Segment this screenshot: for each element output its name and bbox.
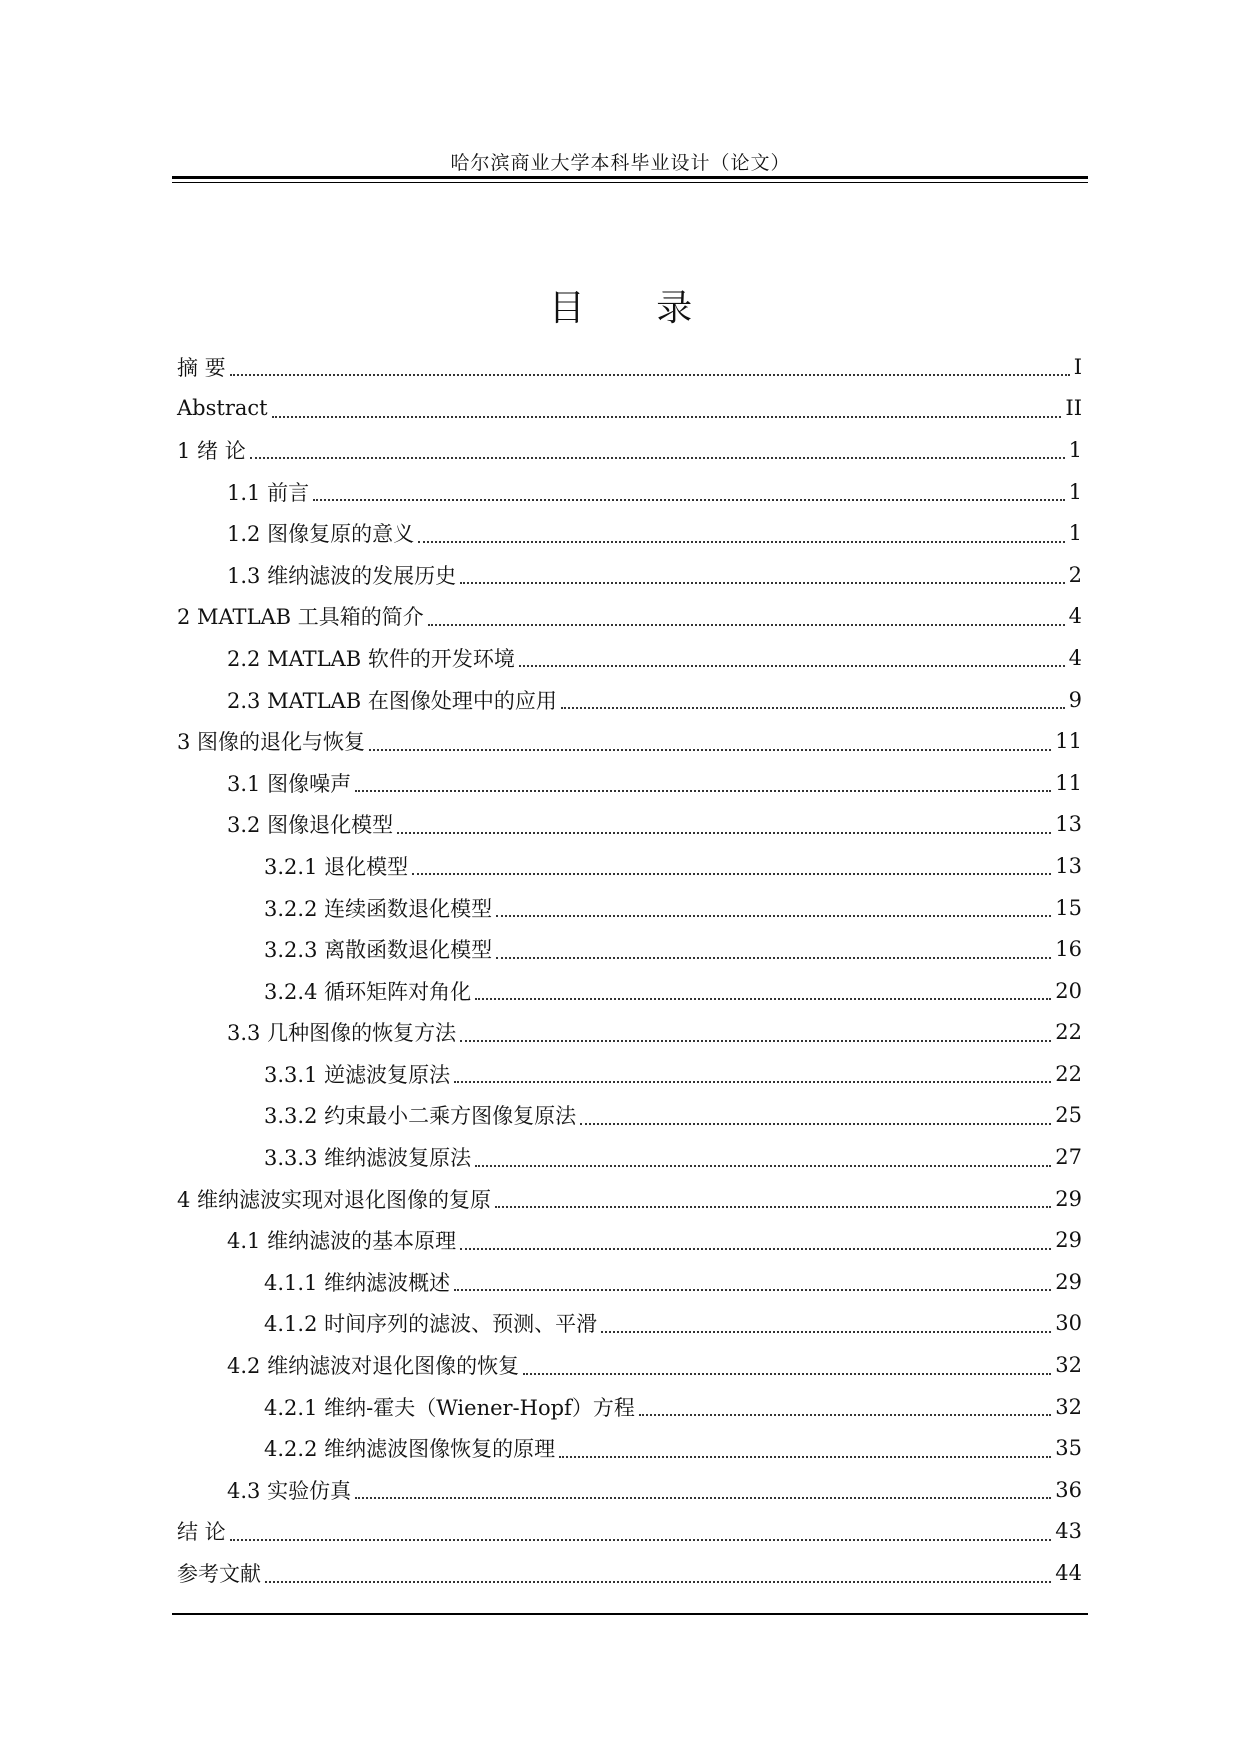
toc-entry-label: 结 论 bbox=[177, 1520, 226, 1545]
toc-entry[interactable] bbox=[177, 1344, 1082, 1386]
toc-entry-page: 4 bbox=[1068, 604, 1082, 629]
toc-entry-page: 29 bbox=[1055, 1228, 1082, 1253]
toc-entry[interactable] bbox=[177, 1511, 1082, 1553]
toc-entry[interactable] bbox=[177, 928, 1082, 970]
toc-entry-label: 摘 要 bbox=[177, 355, 226, 380]
toc-dot-leader bbox=[313, 498, 1065, 501]
toc-entry[interactable] bbox=[177, 596, 1082, 638]
toc-entry-page: 11 bbox=[1055, 770, 1082, 795]
toc-entry[interactable] bbox=[177, 1053, 1082, 1095]
toc-entry[interactable] bbox=[177, 1552, 1082, 1594]
toc-dot-leader bbox=[454, 1080, 1051, 1083]
toc-entry-page: 22 bbox=[1055, 1061, 1082, 1086]
toc-entry[interactable] bbox=[177, 1261, 1082, 1303]
toc-entry[interactable] bbox=[177, 804, 1082, 846]
toc-entry-page: 32 bbox=[1055, 1353, 1082, 1378]
toc-entry-label: 3.2.2 连续函数退化模型 bbox=[264, 896, 493, 921]
toc-entry-page: 43 bbox=[1055, 1519, 1082, 1544]
toc-dot-leader bbox=[250, 456, 1065, 459]
toc-entry-page: 36 bbox=[1055, 1477, 1082, 1502]
toc-entry[interactable] bbox=[177, 637, 1082, 679]
toc-entry[interactable] bbox=[177, 1178, 1082, 1220]
toc-entry[interactable] bbox=[177, 554, 1082, 596]
toc-entry-page: 9 bbox=[1068, 687, 1082, 712]
toc-dot-leader bbox=[519, 664, 1065, 667]
toc-entry[interactable] bbox=[177, 762, 1082, 804]
toc-entry[interactable] bbox=[177, 887, 1082, 929]
toc-entry[interactable] bbox=[177, 1012, 1082, 1054]
toc-entry[interactable] bbox=[177, 1386, 1082, 1428]
toc-dot-leader bbox=[454, 1288, 1051, 1291]
toc-entry-page: 29 bbox=[1055, 1269, 1082, 1294]
toc-entry-label: 3.1 图像噪声 bbox=[227, 771, 352, 796]
toc-dot-leader bbox=[265, 1580, 1051, 1583]
toc-entry-label: 4.1.1 维纳滤波概述 bbox=[264, 1270, 451, 1295]
toc-entry-label: Abstract bbox=[177, 396, 268, 421]
toc-entry-page: 35 bbox=[1055, 1436, 1082, 1461]
toc-entry[interactable] bbox=[177, 388, 1082, 430]
toc-entry-label: 1.3 维纳滤波的发展历史 bbox=[227, 563, 457, 588]
toc-entry[interactable] bbox=[177, 429, 1082, 471]
toc-entry-label: 4 维纳滤波实现对退化图像的复原 bbox=[177, 1187, 492, 1212]
toc-entry-label: 3.2.4 循环矩阵对角化 bbox=[264, 979, 472, 1004]
toc-entry[interactable] bbox=[177, 1469, 1082, 1511]
toc-entry[interactable] bbox=[177, 1095, 1082, 1137]
toc-dot-leader bbox=[523, 1372, 1051, 1375]
toc-entry-label: 4.1 维纳滤波的基本原理 bbox=[227, 1229, 457, 1254]
toc-entry-label: 3.2.3 离散函数退化模型 bbox=[264, 938, 493, 963]
toc-entry-page: 1 bbox=[1068, 479, 1082, 504]
toc-dot-leader bbox=[639, 1413, 1051, 1416]
toc-entry-label: 4.2 维纳滤波对退化图像的恢复 bbox=[227, 1354, 520, 1379]
toc-entry-page: 4 bbox=[1068, 645, 1082, 670]
toc-dot-leader bbox=[496, 956, 1051, 959]
toc-entry-label: 2.3 MATLAB 在图像处理中的应用 bbox=[227, 688, 557, 713]
toc-entry-page: 30 bbox=[1055, 1311, 1082, 1336]
toc-dot-leader bbox=[561, 706, 1065, 709]
toc-dot-leader bbox=[580, 1122, 1051, 1125]
toc-dot-leader bbox=[355, 789, 1051, 792]
toc-entry[interactable] bbox=[177, 346, 1082, 388]
toc-entry-label: 4.2.2 维纳滤波图像恢复的原理 bbox=[264, 1437, 556, 1462]
toc-dot-leader bbox=[428, 623, 1065, 626]
toc-entry-page: II bbox=[1065, 396, 1082, 421]
toc-dot-leader bbox=[412, 872, 1051, 875]
toc-entry[interactable] bbox=[177, 1427, 1082, 1469]
toc-entry-label: 3.3.2 约束最小二乘方图像复原法 bbox=[264, 1104, 577, 1129]
toc-dot-leader bbox=[460, 1247, 1051, 1250]
toc-entry-label: 4.1.2 时间序列的滤波、预测、平滑 bbox=[264, 1312, 598, 1337]
table-of-contents bbox=[177, 346, 1082, 1594]
toc-entry-label: 3.2 图像退化模型 bbox=[227, 813, 394, 838]
toc-entry-label: 3.3 几种图像的恢复方法 bbox=[227, 1021, 457, 1046]
toc-dot-leader bbox=[418, 540, 1065, 543]
footer-rule bbox=[172, 1613, 1088, 1615]
toc-entry-label: 3.2.1 退化模型 bbox=[264, 854, 409, 879]
toc-dot-leader bbox=[272, 415, 1062, 418]
toc-entry-page: 20 bbox=[1055, 978, 1082, 1003]
toc-entry-page: 29 bbox=[1055, 1186, 1082, 1211]
toc-entry-page: 1 bbox=[1068, 521, 1082, 546]
toc-entry[interactable] bbox=[177, 679, 1082, 721]
page-title: 目 录 bbox=[548, 288, 723, 329]
toc-entry[interactable] bbox=[177, 1219, 1082, 1261]
toc-dot-leader bbox=[230, 373, 1070, 376]
toc-entry[interactable] bbox=[177, 1303, 1082, 1345]
toc-entry-label: 1.1 前言 bbox=[227, 480, 310, 505]
toc-dot-leader bbox=[601, 1330, 1051, 1333]
toc-entry-page: 32 bbox=[1055, 1394, 1082, 1419]
toc-entry-page: 44 bbox=[1055, 1561, 1082, 1586]
header-rule bbox=[172, 176, 1088, 183]
toc-dot-leader bbox=[230, 1538, 1052, 1541]
toc-dot-leader bbox=[559, 1455, 1051, 1458]
toc-entry[interactable] bbox=[177, 512, 1082, 554]
toc-dot-leader bbox=[355, 1496, 1051, 1499]
running-header: 哈尔滨商业大学本科毕业设计（论文） bbox=[450, 152, 791, 174]
toc-entry-label: 3.3.1 逆滤波复原法 bbox=[264, 1062, 451, 1087]
toc-entry-page: 11 bbox=[1055, 729, 1082, 754]
toc-dot-leader bbox=[495, 1205, 1051, 1208]
toc-entry-page: 13 bbox=[1055, 853, 1082, 878]
toc-entry-page: 16 bbox=[1055, 937, 1082, 962]
toc-entry-page: 2 bbox=[1068, 562, 1082, 587]
toc-entry-label: 4.2.1 维纳-霍夫（Wiener-Hopf）方程 bbox=[264, 1395, 635, 1420]
toc-entry-page: 15 bbox=[1055, 895, 1082, 920]
toc-dot-leader bbox=[496, 914, 1051, 917]
toc-entry-page: 25 bbox=[1055, 1103, 1082, 1128]
toc-entry-label: 3.3.3 维纳滤波复原法 bbox=[264, 1146, 472, 1171]
toc-entry-page: I bbox=[1073, 354, 1082, 379]
toc-entry[interactable] bbox=[177, 471, 1082, 513]
toc-dot-leader bbox=[460, 1039, 1051, 1042]
toc-entry-page: 13 bbox=[1055, 812, 1082, 837]
toc-entry-label: 2 MATLAB 工具箱的简介 bbox=[177, 605, 424, 630]
toc-entry-label: 参考文献 bbox=[177, 1562, 261, 1587]
toc-entry-page: 27 bbox=[1055, 1145, 1082, 1170]
toc-dot-leader bbox=[460, 581, 1065, 584]
toc-entry-label: 2.2 MATLAB 软件的开发环境 bbox=[227, 646, 515, 671]
toc-dot-leader bbox=[475, 997, 1051, 1000]
toc-entry-label: 3 图像的退化与恢复 bbox=[177, 730, 366, 755]
toc-entry-page: 1 bbox=[1068, 437, 1082, 462]
toc-entry[interactable] bbox=[177, 970, 1082, 1012]
toc-dot-leader bbox=[397, 831, 1051, 834]
toc-dot-leader bbox=[475, 1164, 1051, 1167]
toc-entry-page: 22 bbox=[1055, 1020, 1082, 1045]
toc-dot-leader bbox=[369, 748, 1051, 751]
toc-entry-label: 4.3 实验仿真 bbox=[227, 1478, 352, 1503]
toc-entry[interactable] bbox=[177, 1136, 1082, 1178]
toc-entry[interactable] bbox=[177, 845, 1082, 887]
toc-entry[interactable] bbox=[177, 720, 1082, 762]
toc-entry-label: 1.2 图像复原的意义 bbox=[227, 522, 415, 547]
toc-entry-label: 1 绪 论 bbox=[177, 438, 246, 463]
